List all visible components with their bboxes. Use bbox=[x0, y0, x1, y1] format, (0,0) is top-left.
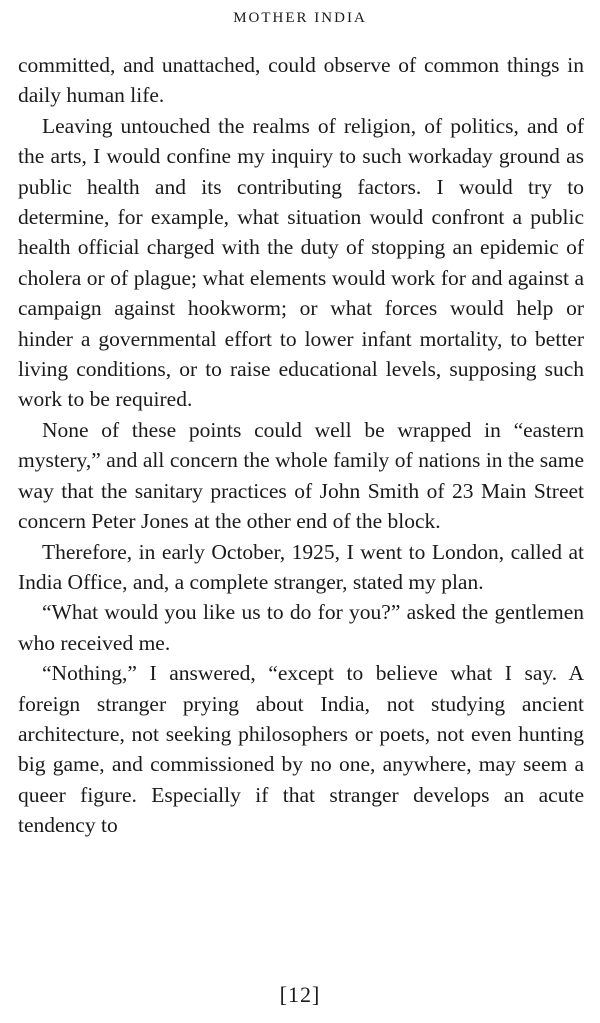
running-head: MOTHER INDIA bbox=[233, 10, 367, 26]
paragraph-question: “What would you like us to do for you?” asked the gentlemen who received me. bbox=[18, 600, 584, 655]
paragraph-london-visit: Therefore, in early October, 1925, I went to London, called at India Office, and, a complete stranger, stated my plan. bbox=[18, 539, 584, 594]
paragraph-answer: “Nothing,” I answered, “except to believe what I say. A foreign stranger prying about India, not studying ancient architecture, not seeking philosophers or poets, not even hunting big game, and commissioned by no one, anywhere, may seem a queer figure. Especially if that stranger develops an acute tendency to bbox=[18, 661, 584, 838]
paragraph-inquiry-scope: Leaving untouched the realms of religion, of politics, and of the arts, I would confine my inquiry to such workaday ground as public health and its contributing factors. I would try to determine, for example, what situation would confront a public health official charged with the duty of stopping an epidemic of cholera or of plague; what elements would work for and against a campaign against hookworm; or what forces would help or hinder a governmental effort to lower infant mortality, to better living conditions, or to raise educational levels, supposing such work to be required. bbox=[18, 113, 584, 412]
page-number: [12] bbox=[279, 982, 321, 1007]
paragraph-eastern-mystery: None of these points could well be wrapped in “eastern mystery,” and all concern the whole family of nations in the same way that the sanitary practices of John Smith of 23 Main Street concern Peter Jones at the other end of the block. bbox=[18, 417, 584, 534]
body-text bbox=[18, 50, 584, 841]
paragraph-continuation: committed, and unattached, could observe of common things in daily human life. bbox=[18, 53, 584, 108]
